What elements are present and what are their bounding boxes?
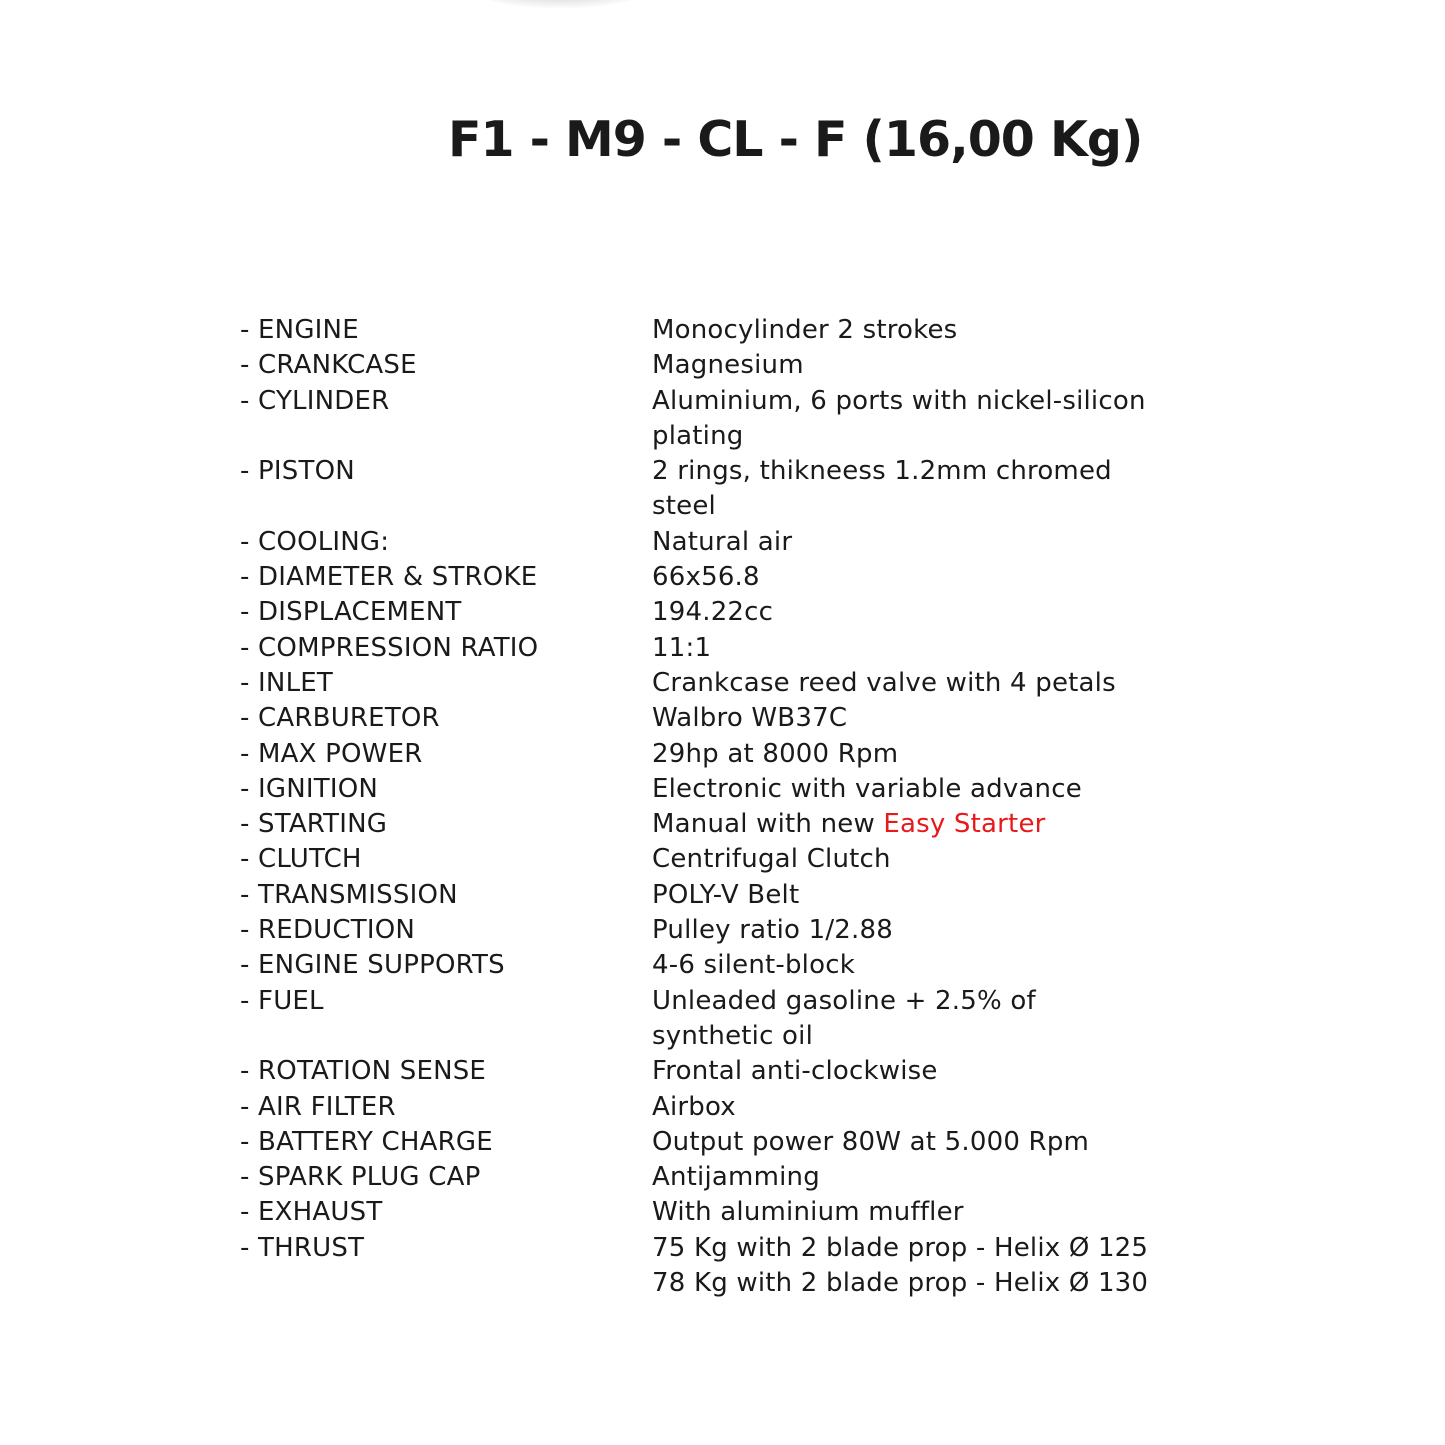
spec-value-line <box>652 313 1200 348</box>
spec-row <box>240 772 1200 807</box>
spec-value <box>652 631 1200 666</box>
spec-label: - AIR FILTER <box>240 1091 396 1122</box>
spec-row <box>240 454 1200 525</box>
spec-label: - CRANKCASE <box>240 350 417 381</box>
spec-label: - PISTON <box>240 456 355 487</box>
spec-value-text: Walbro WB37C <box>652 703 848 734</box>
spec-value-line <box>652 948 1200 983</box>
spec-value-line <box>652 1195 1200 1230</box>
spec-value-text: plating <box>652 420 744 451</box>
spec-value <box>652 1195 1200 1230</box>
spec-value-text: With aluminium muffler <box>652 1197 964 1228</box>
spec-value-line <box>652 525 1200 560</box>
spec-value-line <box>652 1160 1200 1195</box>
spec-label: - MAX POWER <box>240 738 423 769</box>
spec-value-text: Centrifugal Clutch <box>652 844 891 875</box>
spec-value-line <box>652 454 1200 489</box>
spec-value-text: POLY-V Belt <box>652 879 800 910</box>
spec-row <box>240 984 1200 1055</box>
spec-label: - FUEL <box>240 985 324 1016</box>
spec-value-text: steel <box>652 491 716 522</box>
spec-label: - BATTERY CHARGE <box>240 1126 493 1157</box>
spec-label: - CYLINDER <box>240 385 390 416</box>
spec-value-line <box>652 595 1200 630</box>
spec-value-text: Pulley ratio 1/2.88 <box>652 915 893 946</box>
spec-label: - THRUST <box>240 1232 365 1263</box>
spec-value-line <box>652 1090 1200 1125</box>
spec-value <box>652 948 1200 983</box>
spec-value <box>652 313 1200 348</box>
spec-value-text: Crankcase reed valve with 4 petals <box>652 667 1116 698</box>
spec-value-line <box>652 489 1200 524</box>
easy-starter-highlight: Easy Starter <box>883 809 1046 840</box>
spec-row <box>240 842 1200 877</box>
spec-row <box>240 1160 1200 1195</box>
spec-value-text: 11:1 <box>652 632 712 663</box>
spec-value-line <box>652 772 1200 807</box>
spec-value-line <box>652 701 1200 736</box>
spec-label: - SPARK PLUG CAP <box>240 1162 481 1193</box>
spec-value-line <box>652 737 1200 772</box>
spec-label: - COOLING: <box>240 526 390 557</box>
spec-value-text: Aluminium, 6 ports with nickel-silicon <box>652 385 1146 416</box>
spec-value-text: 75 Kg with 2 blade prop - Helix Ø 125 <box>652 1232 1149 1263</box>
spec-value <box>652 1054 1200 1089</box>
spec-value <box>652 560 1200 595</box>
spec-value-line <box>652 1054 1200 1089</box>
spec-value <box>652 348 1200 383</box>
spec-value-line <box>652 631 1200 666</box>
spec-row <box>240 313 1200 348</box>
spec-value <box>652 878 1200 913</box>
spec-label: - DISPLACEMENT <box>240 597 462 628</box>
spec-value <box>652 772 1200 807</box>
spec-value <box>652 1090 1200 1125</box>
spec-value <box>652 454 1200 525</box>
product-image-edge <box>470 0 650 8</box>
spec-value <box>652 1160 1200 1195</box>
spec-value-line <box>652 384 1200 419</box>
spec-label: - ENGINE SUPPORTS <box>240 950 505 981</box>
spec-row <box>240 913 1200 948</box>
spec-value <box>652 842 1200 877</box>
spec-label: - DIAMETER & STROKE <box>240 562 538 593</box>
spec-value <box>652 384 1200 455</box>
spec-label: - TRANSMISSION <box>240 879 458 910</box>
spec-value-text: Antijamming <box>652 1162 820 1193</box>
spec-value-line <box>652 1125 1200 1160</box>
spec-value-line <box>652 666 1200 701</box>
spec-label: - ENGINE <box>240 315 359 345</box>
spec-value-text: 66x56.8 <box>652 562 760 593</box>
spec-label: - ROTATION SENSE <box>240 1056 487 1087</box>
spec-value-text: Manual with new <box>652 809 884 840</box>
spec-label: - CLUTCH <box>240 844 362 875</box>
spec-value-line <box>652 560 1200 595</box>
spec-label: - REDUCTION <box>240 915 416 946</box>
spec-value-text: Frontal anti-clockwise <box>652 1056 938 1087</box>
spec-row <box>240 1125 1200 1160</box>
spec-row <box>240 525 1200 560</box>
spec-value-text: 194.22cc <box>652 597 774 628</box>
spec-row <box>240 1195 1200 1230</box>
spec-row <box>240 666 1200 701</box>
spec-row <box>240 737 1200 772</box>
spec-row <box>240 595 1200 630</box>
spec-label: - CARBURETOR <box>240 703 440 734</box>
spec-label: - IGNITION <box>240 773 379 804</box>
spec-row <box>240 1090 1200 1125</box>
spec-row <box>240 701 1200 736</box>
spec-value <box>652 913 1200 948</box>
spec-value-text: Output power 80W at 5.000 Rpm <box>652 1126 1090 1157</box>
spec-value-line <box>652 807 1200 842</box>
spec-row <box>240 807 1200 842</box>
spec-row <box>240 1054 1200 1089</box>
spec-value-line <box>652 984 1200 1019</box>
page-title: F1 - M9 - CL - F (16,00 Kg) <box>448 110 1143 168</box>
spec-value-text: Electronic with variable advance <box>652 773 1082 804</box>
spec-label: - EXHAUST <box>240 1197 383 1228</box>
spec-value-text: Monocylinder 2 strokes <box>652 315 958 345</box>
spec-value <box>652 984 1200 1055</box>
spec-value-line <box>652 913 1200 948</box>
spec-value <box>652 666 1200 701</box>
spec-table <box>240 313 1200 1301</box>
spec-value-line <box>652 842 1200 877</box>
spec-value-line <box>652 1231 1200 1266</box>
spec-label: - COMPRESSION RATIO <box>240 632 539 663</box>
spec-value <box>652 595 1200 630</box>
spec-row <box>240 348 1200 383</box>
spec-value <box>652 737 1200 772</box>
spec-value <box>652 1125 1200 1160</box>
spec-value-text: Natural air <box>652 526 793 557</box>
spec-value-text: Magnesium <box>652 350 804 381</box>
spec-value-text: synthetic oil <box>652 1020 814 1051</box>
spec-label: - INLET <box>240 667 333 698</box>
spec-value-line <box>652 1019 1200 1054</box>
spec-value <box>652 1231 1200 1302</box>
spec-row <box>240 878 1200 913</box>
spec-value-text: 29hp at 8000 Rpm <box>652 738 899 769</box>
spec-value-line <box>652 419 1200 454</box>
spec-value <box>652 525 1200 560</box>
spec-row <box>240 1231 1200 1302</box>
spec-row <box>240 948 1200 983</box>
spec-row <box>240 560 1200 595</box>
spec-value-text: Airbox <box>652 1091 736 1122</box>
spec-value-text: 4-6 silent-block <box>652 950 855 981</box>
spec-value-text: 2 rings, thikneess 1.2mm chromed <box>652 456 1112 487</box>
spec-value <box>652 807 1200 842</box>
spec-value-line <box>652 1266 1200 1301</box>
spec-value-line <box>652 878 1200 913</box>
spec-label: - STARTING <box>240 809 388 840</box>
spec-value <box>652 701 1200 736</box>
spec-row <box>240 631 1200 666</box>
spec-value-line <box>652 348 1200 383</box>
spec-row <box>240 384 1200 455</box>
spec-value-text: 78 Kg with 2 blade prop - Helix Ø 130 <box>652 1268 1149 1299</box>
spec-value-text: Unleaded gasoline + 2.5% of <box>652 985 1036 1016</box>
